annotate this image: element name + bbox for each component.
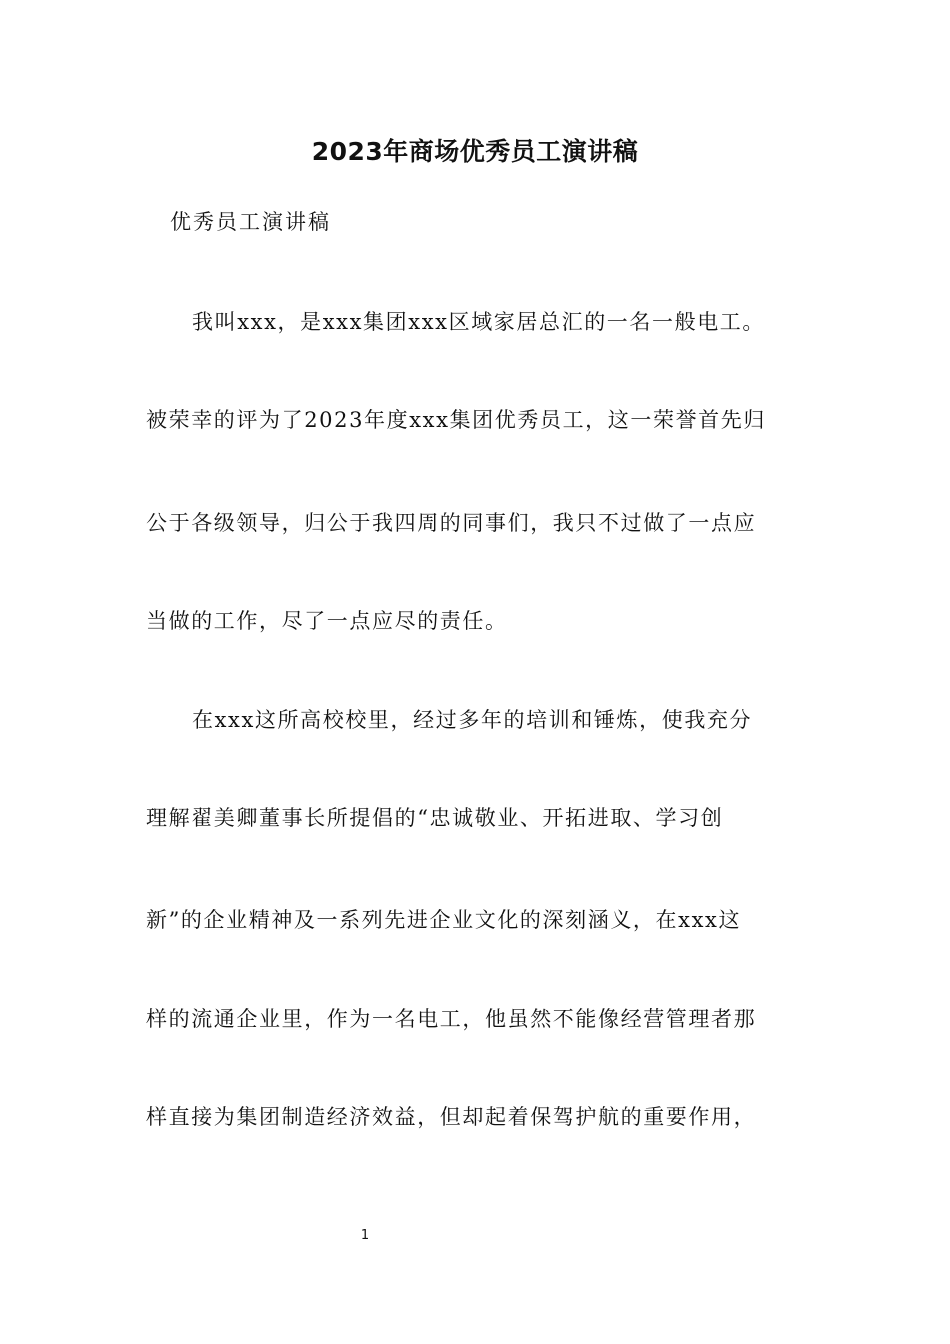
paragraph-line: 样的流通企业里，作为一名电工，他虽然不能像经营管理者那 <box>146 1007 757 1031</box>
paragraph-line: 样直接为集团制造经济效益，但却起着保驾护航的重要作用， <box>146 1105 757 1129</box>
paragraph-line: 被荣幸的评为了2023年度xxx集团优秀员工，这一荣誉首先归 <box>146 408 766 432</box>
paragraph-line: 新”的企业精神及一系列先进企业文化的深刻涵义，在xxx这 <box>146 908 742 932</box>
document-subtitle: 优秀员工演讲稿 <box>170 210 331 234</box>
paragraph-line: 在xxx这所高校校里，经过多年的培训和锤炼，使我充分 <box>192 708 753 732</box>
page-number: 1 <box>360 1228 370 1243</box>
paragraph-line: 我叫xxx，是xxx集团xxx区域家居总汇的一名一般电工。 <box>192 310 765 334</box>
paragraph-line: 公于各级领导，归公于我四周的同事们，我只不过做了一点应 <box>146 511 757 535</box>
paragraph-line: 理解翟美卿董事长所提倡的“忠诚敬业、开拓进取、学习创 <box>146 806 724 830</box>
paragraph-line: 当做的工作，尽了一点应尽的责任。 <box>146 609 508 633</box>
document-title: 2023年商场优秀员工演讲稿 <box>311 137 639 166</box>
